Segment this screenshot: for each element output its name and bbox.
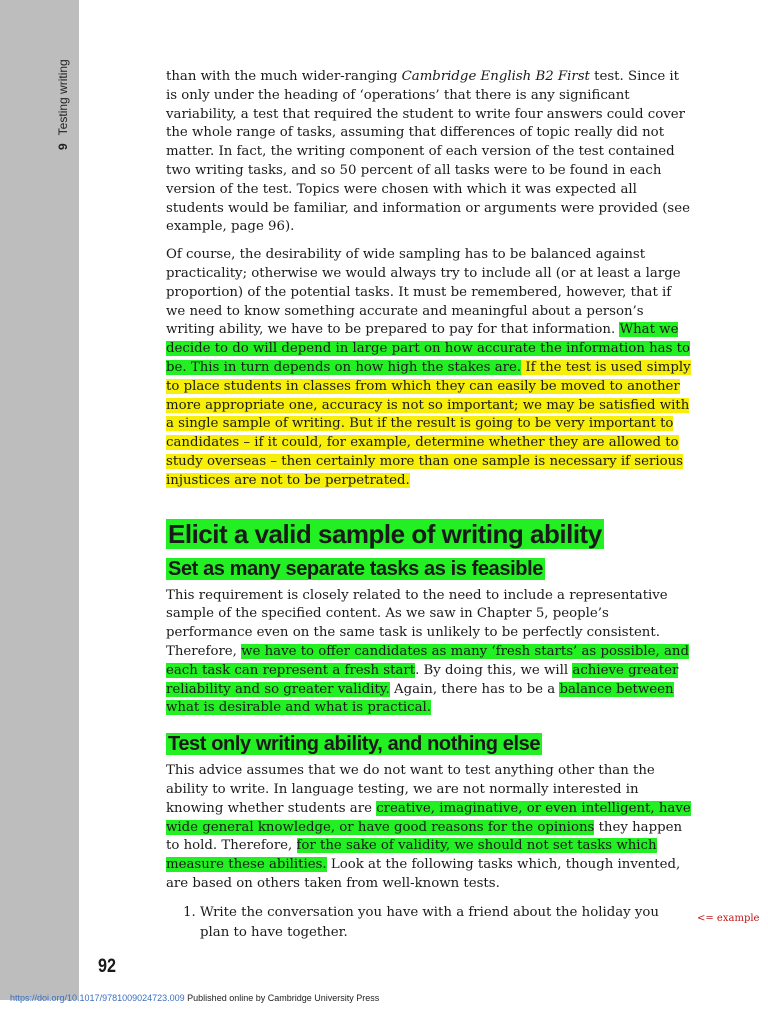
text-run: This requirement is closely related to the need to include a representative sample of the specified content. As we saw in Chapter 5, people’s performance even on the same task is unlikely to be perfectly consistent. Therefore, (166, 587, 668, 659)
subsection-heading-1 (166, 555, 692, 583)
subsection-heading-text: Set as many separate tasks as is feasible (168, 557, 543, 580)
text-run: than with the much wider-ranging (166, 69, 402, 84)
subsection-heading-text: Test only writing ability, and nothing else (168, 733, 541, 756)
publisher-note: Published online by Cambridge University Press (187, 993, 380, 1003)
section-heading (166, 517, 692, 551)
chapter-number: 9 (56, 143, 70, 150)
highlight-green: balance between what is desirable and what is practical. (166, 681, 674, 716)
chapter-title: Testing writing (56, 59, 70, 136)
highlight-green: creative, imaginative, or even intelligent, have wide general knowledge, or have good reasons for the opinions (166, 800, 691, 835)
page-sidebar (0, 0, 79, 1000)
highlight-green: achieve greater reliability and so greater validity. (166, 662, 679, 697)
paragraph-3 (166, 587, 692, 719)
section-heading-text: Elicit a valid sample of writing ability (168, 518, 602, 549)
paragraph-4 (166, 762, 692, 894)
margin-note: <= example (697, 913, 760, 924)
text-run: test. Since it is only under the heading of ‘operations’ that there is any significant variability, a test that required the student to write four answers could cover the whole range of tasks, assuming that differences of topic really did not matter. In fact, the writing component of each version of the test contained two writing tasks, and so 50 percent of all tasks were to be found in each version of the test. Topics were chosen with which it was expected all students would be familiar, and information or arguments were provided (see example, page 96). (166, 69, 690, 235)
footer (10, 993, 379, 1003)
list-item: 1. Write the conversation you have with a friend about the holiday you plan to have together. (200, 903, 692, 943)
text-run: Of course, the desirability of wide sampling has to be balanced against practicality; otherwise we would always try to include all (or at least a large proportion) of the potential tasks. It must be remembered, however, that if we need to know something accurate and meaningful about a person’s writing ability, we have to be prepared to pay for that information. (166, 247, 681, 338)
highlight-green: What we decide to do will depend in large part on how accurate the information has to be. This in turn depends on how high the stakes are. (166, 322, 690, 375)
book-title-italic: Cambridge English B2 First (401, 69, 590, 84)
paragraph-2 (166, 246, 692, 490)
page-number: 92 (98, 956, 116, 977)
highlight-yellow: If the test is used simply to place students in classes from which they can easily be moved to another more appropriate one, accuracy is not so important; we may be satisfied with a single sample of writing. But if the result is going to be very important to candidates – if it could, for example, determine whether they are allowed to study overseas – then certainly more than one sample is necessary if serious injustices are not to be perpetrated. (166, 359, 691, 488)
task-list (166, 903, 692, 943)
text-run: This advice assumes that we do not want to test anything other than the ability to write. In language testing, we are not normally interested in knowing whether students are (166, 763, 655, 816)
paragraph-1 (166, 68, 692, 237)
highlight-green: for the sake of validity, we should not set tasks which measure these abilities. (166, 838, 657, 873)
text-run: Look at the following tasks which, though invented, are based on others taken from well-known tests. (166, 857, 681, 891)
subsection-heading-2 (166, 730, 692, 758)
text-run: they happen to hold. Therefore, (166, 819, 683, 854)
text-run: . By doing this, we will (415, 662, 573, 678)
doi-link[interactable]: https://doi.org/10.1017/9781009024723.009 (10, 993, 185, 1003)
text-run: Again, there has to be a (389, 681, 560, 697)
highlight-green: we have to offer candidates as many ‘fresh starts’ as possible, and each task can represent a fresh start (166, 643, 689, 678)
page-body (166, 68, 692, 943)
running-head (56, 59, 70, 150)
